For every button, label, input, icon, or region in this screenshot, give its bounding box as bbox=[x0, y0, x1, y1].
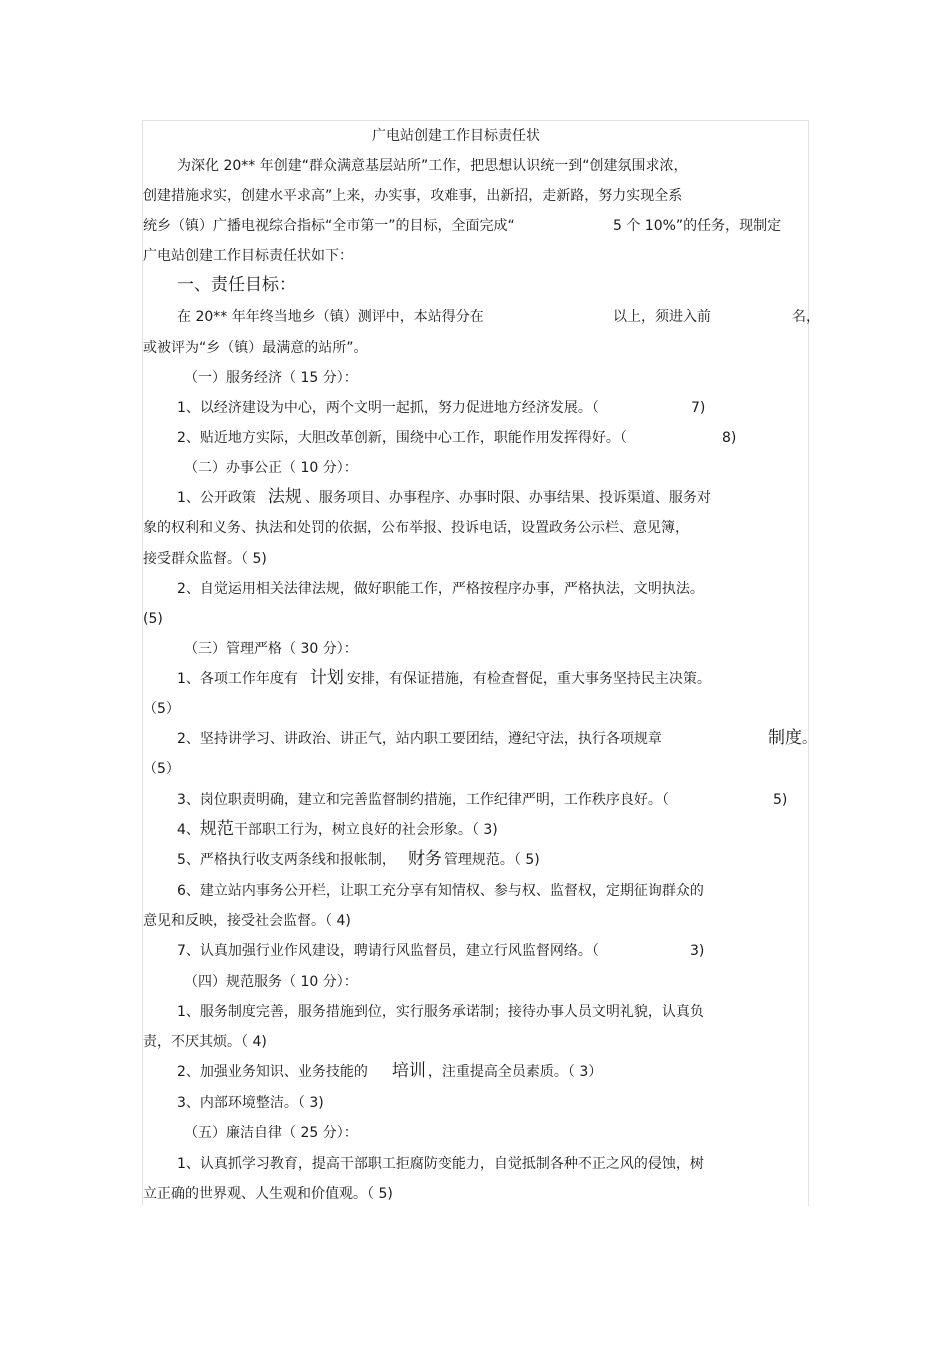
s3-item-6-line-2: 意见和反映，接受社会监督。（ 4) bbox=[143, 913, 351, 929]
s5-title: （五）廉洁自律（ 25 分）： bbox=[184, 1125, 358, 1141]
s2-item-1: 1、公开政策 法规 、服务项目、办事程序、办事时限、办事结果、投诉渠道、服务对 bbox=[177, 487, 711, 507]
s3-title: （三）管理严格（ 30 分）： bbox=[184, 641, 358, 657]
s1-item-2-score: 8) bbox=[722, 430, 737, 446]
intro-line-2: 创建措施求实，创建水平求高”上来，办实事，攻难事，出新招，走新路，努力实现全系 bbox=[143, 188, 683, 204]
doc-title: 广电站创建工作目标责任状 bbox=[372, 128, 540, 144]
s2-item-2: 2、自觉运用相关法律法规，做好职能工作，严格按程序办事，严格执法，文明执法。 bbox=[177, 581, 704, 597]
s3-item-2: 2、坚持讲学习、讲政治、讲正气，站内职工要团结，遵纪守法，执行各项规章 bbox=[177, 731, 662, 747]
s1-title: （一）服务经济（ 15 分）： bbox=[184, 370, 358, 386]
s2-item-2-score: (5) bbox=[143, 611, 163, 627]
intro-line-3: 统乡（镇）广播电视综合指标“全市第一”的目标，全面完成“ bbox=[143, 218, 515, 234]
intro-line-3b: 5 个 10%”的任务，现制定 bbox=[613, 218, 782, 234]
s3-item-2-tail: 制度。 bbox=[768, 728, 816, 748]
s3-item-4: 4、规范干部职工行为，树立良好的社会形象。（ 3) bbox=[177, 819, 498, 839]
section-heading: 一、责任目标： bbox=[177, 275, 296, 295]
s1-item-1-score: 7) bbox=[691, 400, 706, 416]
s3-item-6: 6、建立站内事务公开栏，让职工充分享有知情权、参与权、监督权，定期征询群众的 bbox=[177, 883, 704, 899]
s3-item-2-score: （5） bbox=[143, 761, 180, 777]
s3-item-5: 5、严格执行收支两条线和报帐制， 财务 管理规范。（ 5) bbox=[177, 849, 540, 869]
goal-line-2: 或被评为“乡（镇）最满意的站所”。 bbox=[143, 340, 368, 356]
s5-item-1: 1、认真抓学习教育，提高干部职工拒腐防变能力，自觉抵制各种不正之风的侵蚀，树 bbox=[177, 1156, 704, 1172]
intro-line-4: 广电站创建工作目标责任状如下： bbox=[143, 248, 353, 264]
s4-item-2: 2、加强业务知识、业务技能的 培训 ，注重提高全员素质。（ 3） bbox=[177, 1061, 603, 1081]
goal-line-1a: 在 20** 年年终当地乡（镇）测评中，本站得分在 bbox=[177, 309, 484, 325]
s4-item-1-line-2: 责，不厌其烦。（ 4) bbox=[143, 1034, 267, 1050]
intro-line-1: 为深化 20** 年创建“群众满意基层站所”工作，把思想认识统一到“创建氛围求浓， bbox=[177, 158, 688, 174]
s3-item-3: 3、岗位职责明确，建立和完善监督制约措施，工作纪律严明，工作秩序良好。（ bbox=[177, 792, 669, 808]
s4-item-1: 1、服务制度完善，服务措施到位，实行服务承诺制；接待办事人员文明礼貌，认真负 bbox=[177, 1004, 704, 1020]
s3-item-7-score: 3) bbox=[690, 943, 705, 959]
s1-item-2: 2、贴近地方实际，大胆改革创新，围绕中心工作，职能作用发挥得好。（ bbox=[177, 430, 627, 446]
goal-line-1b: 以上，须进入前 bbox=[613, 309, 711, 325]
s3-item-3-score: 5) bbox=[773, 792, 788, 808]
s3-item-7: 7、认真加强行业作风建设，聘请行风监督员，建立行风监督网络。（ bbox=[177, 943, 599, 959]
s2-item-1-line-3: 接受群众监督。（ 5) bbox=[143, 551, 267, 567]
s3-item-1: 1、各项工作年度有 计划 安排，有保证措施，有检查督促，重大事务坚持民主决策。 bbox=[177, 668, 711, 688]
s3-item-1-score: （5） bbox=[143, 701, 180, 717]
s1-item-1: 1、以经济建设为中心，两个文明一起抓，努力促进地方经济发展。（ bbox=[177, 400, 599, 416]
s5-item-1-line-2: 立正确的世界观、人生观和价值观。（ 5) bbox=[143, 1186, 393, 1202]
s4-item-3: 3、内部环境整洁。（ 3) bbox=[177, 1095, 324, 1111]
s2-item-1-line-2: 象的权利和义务、执法和处罚的依据，公布举报、投诉电话，设置政务公示栏、意见簿， bbox=[143, 520, 689, 536]
goal-line-1c: 名， bbox=[792, 309, 820, 325]
s2-title: （二）办事公正（ 10 分）： bbox=[184, 460, 358, 476]
s4-title: （四）规范服务（ 10 分）： bbox=[184, 974, 358, 990]
